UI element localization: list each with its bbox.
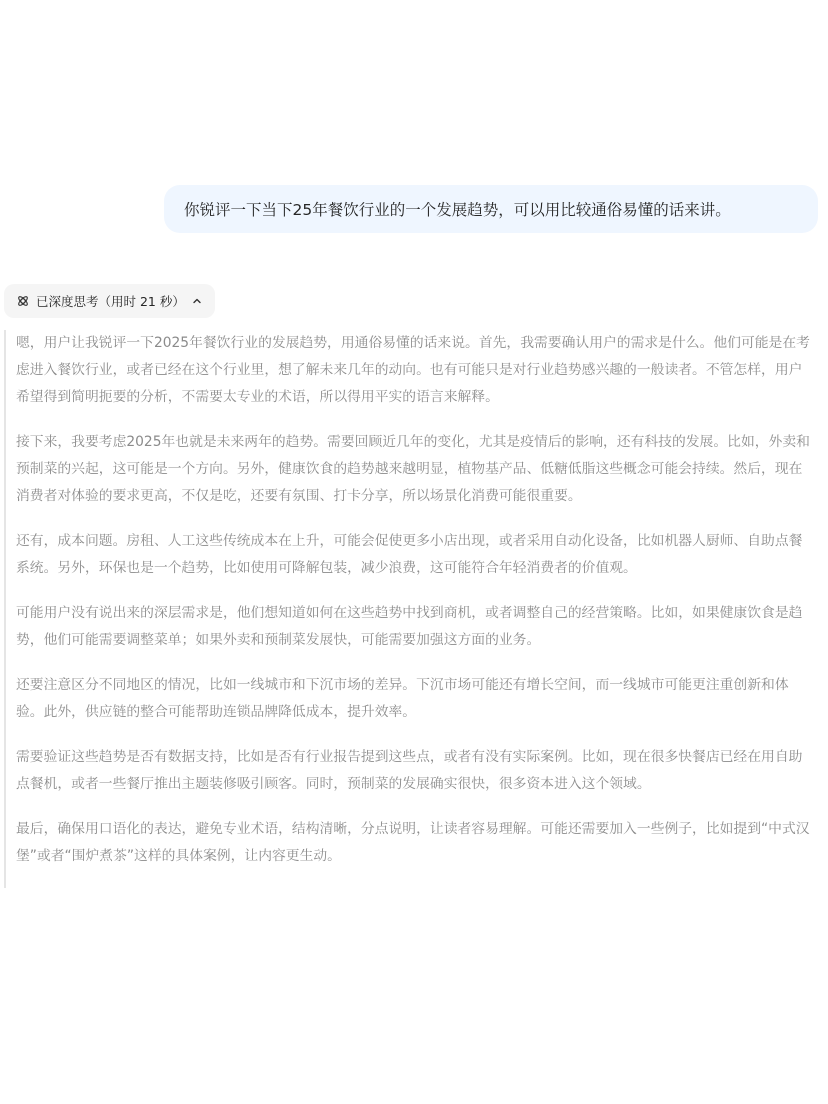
user-message-text: 你锐评一下当下25年餐饮行业的一个发展趋势，可以用比较通俗易懂的话来讲。 <box>184 201 731 219</box>
user-message-bubble <box>164 185 818 233</box>
chevron-up-icon <box>191 295 203 307</box>
thinking-paragraph: 最后，确保用口语化的表达，避免专业术语，结构清晰，分点说明，让读者容易理解。可能还需要加入一些例子，比如提到“中式汉堡”或者“围炉煮茶”这样的具体案例，让内容更生动。 <box>16 821 810 864</box>
thinking-toggle-button[interactable] <box>4 284 215 318</box>
thinking-paragraph: 还有，成本问题。房租、人工这些传统成本在上升，可能会促使更多小店出现，或者采用自动化设备，比如机器人厨师、自助点餐系统。另外，环保也是一个趋势，比如使用可降解包装，减少浪费，这可能符合年轻消费者的价值观。 <box>16 533 803 576</box>
thinking-paragraph: 还要注意区分不同地区的情况，比如一线城市和下沉市场的差异。下沉市场可能还有增长空间，而一线城市可能更注重创新和体验。此外，供应链的整合可能帮助连锁品牌降低成本，提升效率。 <box>16 677 789 720</box>
thinking-paragraph: 接下来，我要考虑2025年也就是未来两年的趋势。需要回顾近几年的变化，尤其是疫情后的影响，还有科技的发展。比如，外卖和预制菜的兴起，这可能是一个方向。另外，健康饮食的趋势越来越明显，植物基产品、低糖低脂这些概念可能会持续。然后，现在消费者对体验的要求更高，不仅是吃，还要有氛围、打卡分享，所以场景化消费可能很重要。 <box>16 434 810 504</box>
thinking-toggle-label: 已深度思考（用时 21 秒） <box>36 294 185 309</box>
thinking-paragraph: 嗯，用户让我锐评一下2025年餐饮行业的发展趋势，用通俗易懂的话来说。首先，我需要确认用户的需求是什么。他们可能是在考虑进入餐饮行业，或者已经在这个行业里，想了解未来几年的动向。也有可能只是对行业趋势感兴趣的一般读者。不管怎样，用户希望得到简明扼要的分析，不需要太专业的术语，所以得用平实的语言来解释。 <box>16 335 810 405</box>
thinking-paragraph: 可能用户没有说出来的深层需求是，他们想知道如何在这些趋势中找到商机，或者调整自己的经营策略。比如，如果健康饮食是趋势，他们可能需要调整菜单；如果外卖和预制菜发展快，可能需要加强这方面的业务。 <box>16 605 803 648</box>
thinking-paragraph: 需要验证这些趋势是否有数据支持，比如是否有行业报告提到这些点，或者有没有实际案例。比如，现在很多快餐店已经在用自助点餐机，或者一些餐厅推出主题装修吸引顾客。同时，预制菜的发展确实很快，很多资本进入这个领域。 <box>16 749 803 792</box>
thinking-content <box>4 330 812 888</box>
deep-think-icon <box>16 294 30 308</box>
